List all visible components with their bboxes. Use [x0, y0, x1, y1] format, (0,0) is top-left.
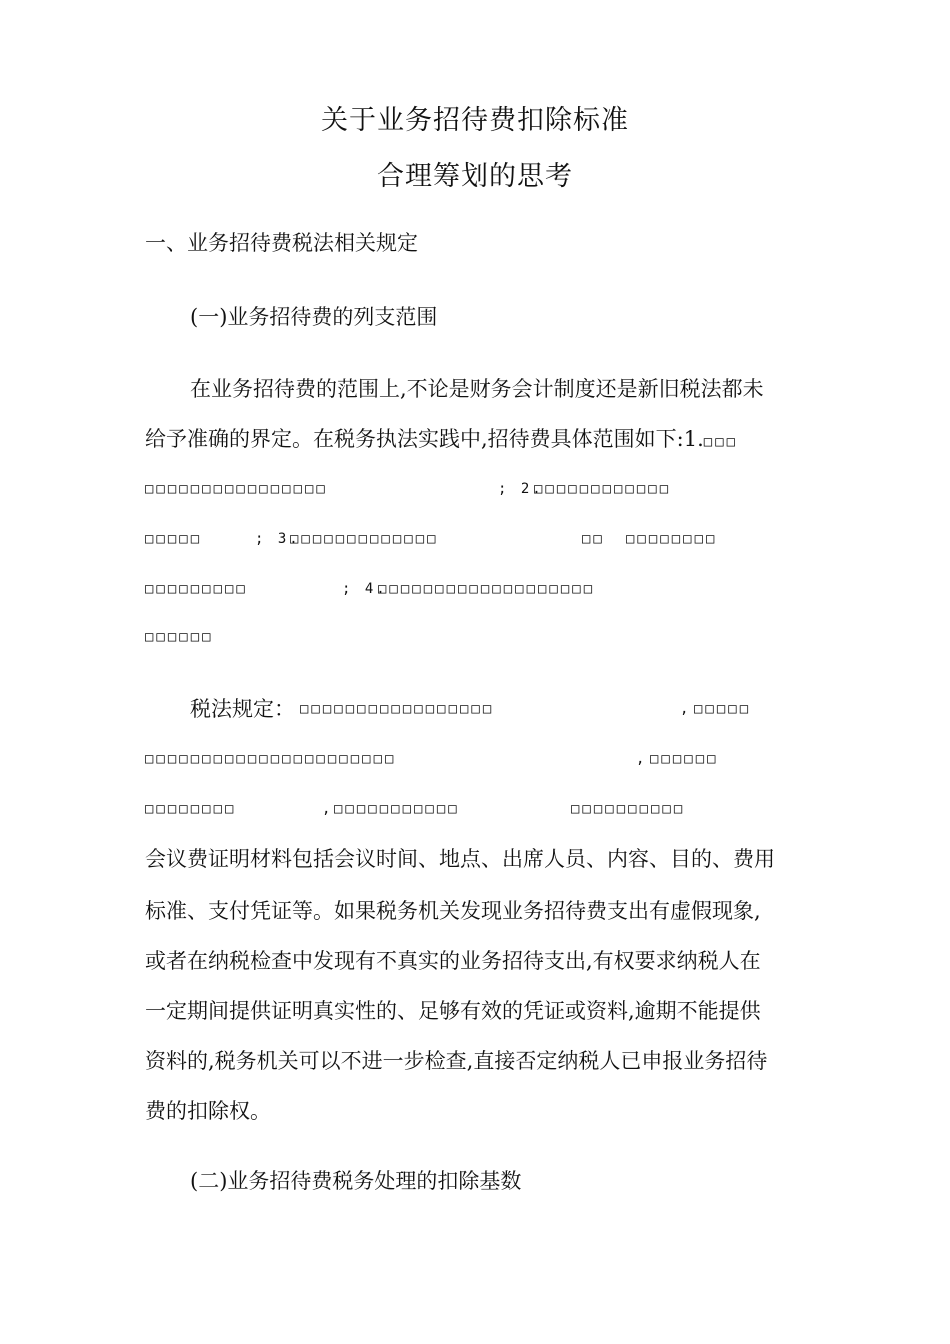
paragraph-1-line-3-item: ; 2.	[498, 481, 544, 497]
paragraph-2-line-3-garbled-b: □□□□□□□□□□□	[334, 801, 460, 817]
paragraph-1-line-1: 在业务招待费的范围上,不论是财务会计制度还是新旧税法都未	[190, 377, 764, 401]
paragraph-2-line-5: 标准、支付凭证等。如果税务机关发现业务招待费支出有虚假现象,	[145, 899, 761, 923]
paragraph-2-line-1-comma: ,	[680, 701, 692, 717]
paragraph-1-line-4-garbled-c: □□	[582, 531, 605, 547]
paragraph-2-line-8: 资料的,税务机关可以不进一步检查,直接否定纳税人已申报业务招待	[145, 1049, 768, 1073]
paragraph-1-line-5-garbled-b: □□□□□□□□□□□□□□□□□□□	[378, 581, 596, 597]
paragraph-2-line-3-garbled-a: □□□□□□□□	[145, 801, 237, 817]
paragraph-2-line-3-comma: ,	[322, 801, 334, 817]
paragraph-1-line-5-garbled-a: □□□□□□□□□	[145, 581, 248, 597]
paragraph-2-line-2-garbled-b: □□□□□□	[650, 751, 719, 767]
subsection-heading-2: (二)业务招待费税务处理的扣除基数	[190, 1169, 522, 1193]
paragraph-2-line-7: 一定期间提供证明真实性的、足够有效的凭证或资料,逾期不能提供	[145, 999, 761, 1023]
paragraph-2-line-9: 费的扣除权。	[145, 1099, 271, 1123]
paragraph-1-line-4-garbled-d: □□□□□□□□	[626, 531, 718, 547]
paragraph-1-line-5-item: ; 4.	[342, 581, 388, 597]
paragraph-2-line-2-comma: ,	[636, 751, 648, 767]
paragraph-1-line-2-text: 给予准确的界定。在税务执法实践中,招待费具体范围如下:1.	[145, 427, 704, 451]
paragraph-1-line-4-garbled-a: □□□□□	[145, 531, 203, 547]
paragraph-1-line-3-garbled-b: □□□□□□□□□□□□	[534, 481, 672, 497]
paragraph-1-line-2	[145, 424, 738, 457]
document-title-line-1: 关于业务招待费扣除标准	[321, 105, 629, 136]
subsection-heading-1: (一)业务招待费的列支范围	[190, 305, 438, 329]
section-heading-1: 一、业务招待费税法相关规定	[145, 231, 418, 255]
paragraph-1-line-4-item: ; 3.	[255, 531, 301, 547]
paragraph-2-line-4: 会议费证明材料包括会议时间、地点、出席人员、内容、目的、费用	[145, 847, 775, 871]
paragraph-2-line-1-garbled-b: □□□□□	[694, 701, 752, 717]
paragraph-2-line-6: 或者在纳税检查中发现有不真实的业务招待支出,有权要求纳税人在	[145, 949, 761, 973]
paragraph-2-line-1-garbled-a: □□□□□□□□□□□□□□□□□	[300, 701, 495, 717]
paragraph-2-line-2-garbled-a: □□□□□□□□□□□□□□□□□□□□□□	[145, 751, 397, 767]
paragraph-1-line-6-garbled: □□□□□□	[145, 629, 214, 645]
document-title-line-2: 合理筹划的思考	[377, 161, 573, 192]
paragraph-2-line-1-lead: 税法规定：	[190, 697, 295, 721]
paragraph-2-line-3-garbled-c: □□□□□□□□□□	[571, 801, 686, 817]
paragraph-1-line-4-garbled-b: □□□□□□□□□□□□□	[290, 531, 439, 547]
paragraph-1-line-2-garbled: □□□	[703, 434, 739, 450]
paragraph-1-line-3-garbled-a: □□□□□□□□□□□□□□□□	[145, 481, 328, 497]
